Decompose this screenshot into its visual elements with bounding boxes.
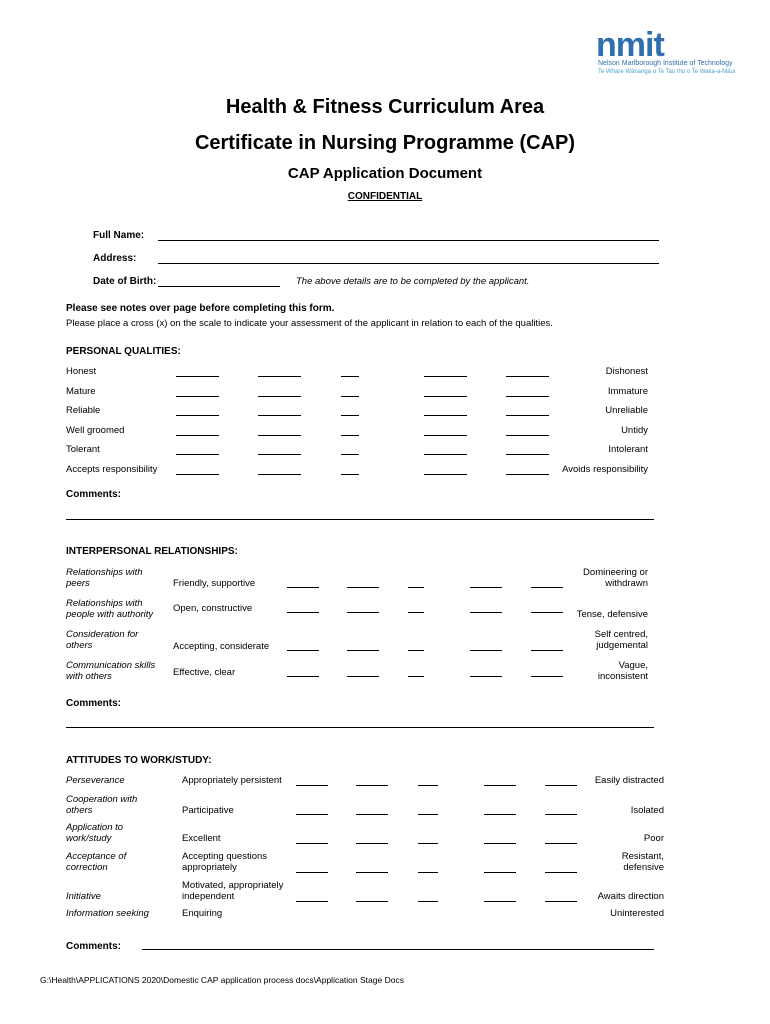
rating-scale-mark[interactable] — [296, 843, 328, 844]
quality-negative-label: Untidy — [621, 424, 648, 436]
positive-trait-label: Open, constructive — [173, 603, 253, 614]
rating-scale-mark[interactable] — [356, 785, 388, 786]
rating-scale-mark[interactable] — [176, 474, 219, 475]
rating-scale-mark[interactable] — [424, 376, 467, 377]
rating-scale-mark[interactable] — [258, 454, 301, 455]
rating-scale-mark[interactable] — [418, 785, 438, 786]
negative-trait-label: Tense, defensive — [576, 609, 648, 620]
logo-line-2: Te Whare Wānanga o Te Tau Ihu o Te Waka-a-Māui — [598, 69, 736, 75]
rating-scale-mark[interactable] — [470, 612, 502, 613]
full-name-label: Full Name: — [93, 230, 145, 241]
rating-scale-mark[interactable] — [176, 454, 219, 455]
title-programme: Certificate in Nursing Programme (CAP) — [194, 132, 576, 154]
rating-scale-mark[interactable] — [545, 872, 577, 873]
attitudes-comments-label: Comments: — [66, 941, 122, 952]
negative-trait-label: Awaits direction — [597, 891, 664, 902]
title-document: CAP Application Document — [287, 165, 483, 182]
negative-trait-label: judgemental — [596, 640, 648, 651]
rating-scale-mark[interactable] — [258, 376, 301, 377]
positive-trait-label: Friendly, supportive — [173, 578, 256, 589]
rating-scale-mark[interactable] — [424, 415, 467, 416]
category-label: people with authority — [66, 609, 154, 620]
rating-scale-mark[interactable] — [484, 843, 516, 844]
category-label: others — [66, 640, 93, 651]
rating-scale-mark[interactable] — [531, 650, 563, 651]
personal-qualities-heading: PERSONAL QUALITIES: — [66, 346, 181, 357]
interpersonal-comments-label: Comments: — [66, 698, 122, 709]
quality-positive-label: Reliable — [66, 405, 101, 416]
dob-field[interactable] — [158, 286, 280, 287]
rating-scale-mark[interactable] — [356, 872, 388, 873]
rating-scale-mark[interactable] — [531, 587, 563, 588]
rating-scale-mark[interactable] — [506, 474, 549, 475]
applicant-note: The above details are to be completed by the applicant. — [296, 276, 530, 287]
category-label: Information seeking — [66, 908, 149, 919]
negative-trait-label: Easily distracted — [594, 775, 664, 786]
positive-trait-label: Participative — [182, 805, 234, 816]
positive-trait-label: Excellent — [182, 833, 221, 844]
rating-scale-mark[interactable] — [356, 901, 388, 902]
rating-scale-mark[interactable] — [296, 901, 328, 902]
rating-scale-mark[interactable] — [408, 587, 424, 588]
rating-scale-mark[interactable] — [470, 650, 502, 651]
rating-scale-mark[interactable] — [545, 901, 577, 902]
rating-scale-mark[interactable] — [424, 454, 467, 455]
logo-line-1: Nelson Marlborough Institute of Technology — [598, 60, 733, 67]
category-label: others — [66, 805, 93, 816]
quality-positive-label: Mature — [66, 385, 96, 397]
category-label: Communication skills — [66, 660, 156, 671]
positive-trait-label: Accepting questions — [182, 851, 268, 862]
positive-trait-label: independent — [182, 891, 235, 902]
category-label: Application to — [66, 822, 124, 833]
confidential-label: CONFIDENTIAL — [347, 191, 423, 202]
positive-trait-label: appropriately — [182, 862, 237, 873]
full-name-field[interactable] — [158, 240, 659, 241]
rating-scale-mark[interactable] — [258, 396, 301, 397]
rating-scale-mark[interactable] — [484, 785, 516, 786]
rating-scale-mark[interactable] — [484, 872, 516, 873]
instruction-notes: Please see notes over page before completing this form. — [66, 303, 335, 314]
logo-word: nmit — [596, 26, 664, 64]
negative-trait-label: Self centred, — [594, 629, 648, 640]
rating-scale-mark[interactable] — [341, 396, 359, 397]
category-label: Initiative — [66, 891, 101, 902]
rating-scale-mark[interactable] — [408, 650, 424, 651]
rating-scale-mark[interactable] — [341, 454, 359, 455]
rating-scale-mark[interactable] — [531, 612, 563, 613]
interpersonal-heading: INTERPERSONAL RELATIONSHIPS: — [66, 546, 238, 557]
category-label: Perseverance — [66, 775, 125, 786]
category-label: Acceptance of — [66, 851, 127, 862]
quality-negative-label: Immature — [607, 385, 648, 397]
category-label: correction — [66, 862, 108, 873]
rating-scale-mark[interactable] — [506, 396, 549, 397]
rating-scale-mark[interactable] — [424, 396, 467, 397]
rating-scale-mark[interactable] — [258, 415, 301, 416]
rating-scale-mark[interactable] — [506, 415, 549, 416]
rating-scale-mark[interactable] — [356, 843, 388, 844]
rating-scale-mark[interactable] — [424, 435, 467, 436]
positive-trait-label: Appropriately persistent — [182, 775, 282, 786]
negative-trait-label: withdrawn — [605, 578, 648, 589]
negative-trait-label: Isolated — [630, 805, 664, 816]
rating-scale-mark[interactable] — [347, 587, 379, 588]
category-label: with others — [66, 671, 112, 682]
rating-scale-mark[interactable] — [506, 435, 549, 436]
rating-scale-mark[interactable] — [418, 872, 438, 873]
rating-scale-mark[interactable] — [296, 785, 328, 786]
rating-scale-mark[interactable] — [545, 814, 577, 815]
negative-trait-label: inconsistent — [597, 671, 648, 682]
quality-positive-label: Honest — [66, 366, 97, 377]
nmit-logo — [596, 26, 746, 81]
rating-scale-mark[interactable] — [347, 676, 379, 677]
negative-trait-label: Uninterested — [610, 908, 664, 919]
personal-comments-label: Comments: — [66, 489, 122, 500]
rating-scale-mark[interactable] — [484, 901, 516, 902]
rating-scale-mark[interactable] — [506, 454, 549, 455]
rating-scale-mark[interactable] — [176, 415, 219, 416]
rating-scale-mark[interactable] — [418, 843, 438, 844]
rating-scale-mark[interactable] — [341, 376, 359, 377]
category-label: Consideration for — [66, 629, 139, 640]
attitudes-comments-line[interactable] — [142, 949, 654, 950]
quality-negative-label: Avoids responsibility — [562, 463, 648, 475]
category-label: work/study — [66, 833, 112, 844]
rating-scale-mark[interactable] — [545, 843, 577, 844]
interpersonal-comments-line[interactable] — [66, 727, 654, 728]
rating-scale-mark[interactable] — [531, 676, 563, 677]
negative-trait-label: defensive — [623, 862, 664, 873]
file-path-footer: G:\Health\APPLICATIONS 2020\Domestic CAP application process docs\Application Stage Docs — [40, 975, 404, 985]
category-label: peers — [66, 578, 90, 589]
negative-trait-label: Vague, — [618, 660, 648, 671]
rating-scale-mark[interactable] — [347, 650, 379, 651]
rating-scale-mark[interactable] — [347, 612, 379, 613]
rating-scale-mark[interactable] — [545, 785, 577, 786]
address-label: Address: — [93, 253, 137, 264]
attitudes-heading: ATTITUDES TO WORK/STUDY: — [66, 755, 212, 766]
positive-trait-label: Accepting, considerate — [173, 641, 270, 652]
rating-scale-mark[interactable] — [418, 814, 438, 815]
rating-scale-mark[interactable] — [506, 376, 549, 377]
positive-trait-label: Motivated, appropriately — [182, 880, 284, 891]
rating-scale-mark[interactable] — [176, 376, 219, 377]
rating-scale-mark[interactable] — [258, 474, 301, 475]
positive-trait-label: Effective, clear — [173, 667, 236, 678]
rating-scale-mark[interactable] — [176, 396, 219, 397]
category-label: Relationships with — [66, 598, 143, 609]
rating-scale-mark[interactable] — [408, 612, 424, 613]
rating-scale-mark[interactable] — [296, 814, 328, 815]
dob-label: Date of Birth: — [93, 276, 157, 287]
rating-scale-mark[interactable] — [484, 814, 516, 815]
rating-scale-mark[interactable] — [470, 587, 502, 588]
rating-scale-mark[interactable] — [341, 435, 359, 436]
personal-comments-line[interactable] — [66, 519, 654, 520]
rating-scale-mark[interactable] — [287, 587, 319, 588]
rating-scale-mark[interactable] — [287, 676, 319, 677]
negative-trait-label: Poor — [643, 833, 664, 844]
rating-scale-mark[interactable] — [341, 415, 359, 416]
quality-negative-label: Unreliable — [605, 405, 648, 416]
category-label: Cooperation with — [66, 794, 138, 805]
rating-scale-mark[interactable] — [418, 901, 438, 902]
rating-scale-mark[interactable] — [176, 435, 219, 436]
quality-positive-label: Accepts responsibility — [66, 463, 158, 475]
instruction-scale: Please place a cross (x) on the scale to indicate your assessment of the applicant in relation to each of the qualities. — [66, 318, 553, 329]
rating-scale-mark[interactable] — [356, 814, 388, 815]
rating-scale-mark[interactable] — [424, 474, 467, 475]
rating-scale-mark[interactable] — [258, 435, 301, 436]
quality-negative-label: Intolerant — [608, 444, 648, 455]
rating-scale-mark[interactable] — [287, 650, 319, 651]
quality-positive-label: Tolerant — [66, 444, 100, 455]
negative-trait-label: Resistant, — [621, 851, 664, 862]
rating-scale-mark[interactable] — [341, 474, 359, 475]
rating-scale-mark[interactable] — [296, 872, 328, 873]
category-label: Relationships with — [66, 567, 143, 578]
title-curriculum: Health & Fitness Curriculum Area — [225, 96, 545, 118]
address-field[interactable] — [158, 263, 659, 264]
quality-negative-label: Dishonest — [605, 366, 648, 377]
rating-scale-mark[interactable] — [408, 676, 424, 677]
positive-trait-label: Enquiring — [182, 908, 223, 919]
rating-scale-mark[interactable] — [287, 612, 319, 613]
negative-trait-label: Domineering or — [583, 567, 648, 578]
rating-scale-mark[interactable] — [470, 676, 502, 677]
quality-positive-label: Well groomed — [66, 424, 125, 436]
